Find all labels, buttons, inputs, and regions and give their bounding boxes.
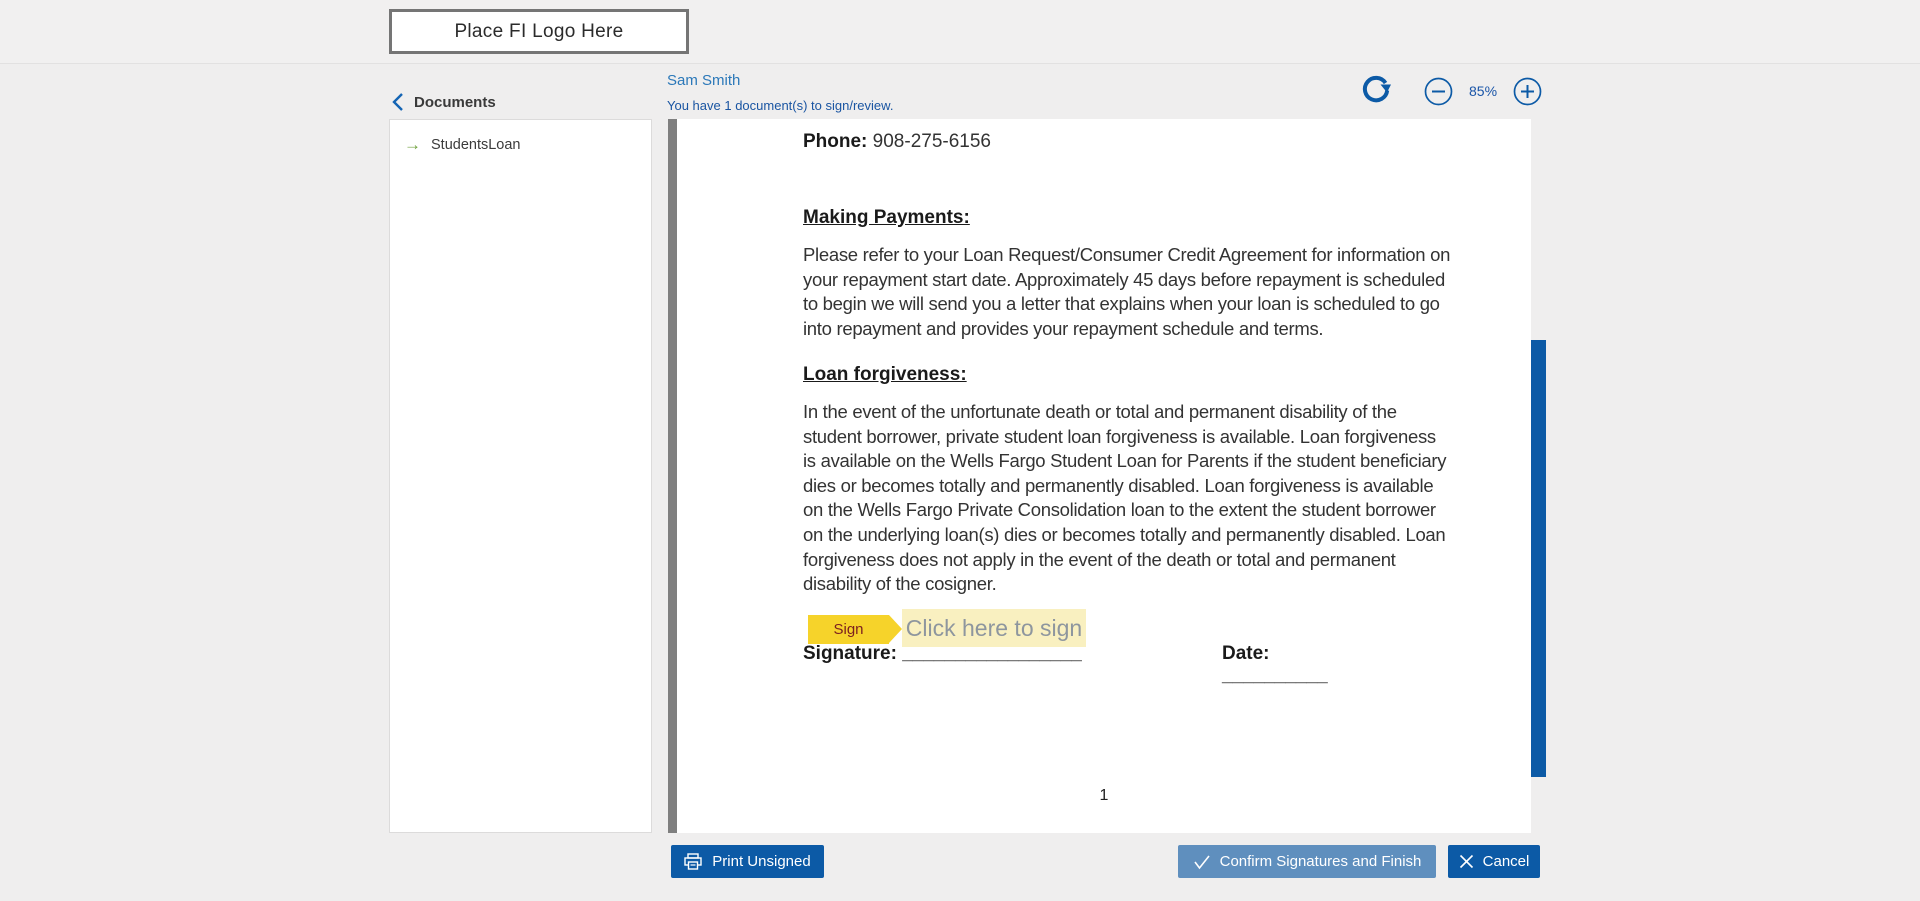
back-chevron-icon[interactable] <box>391 92 404 112</box>
document-page <box>677 119 1531 833</box>
print-unsigned-button[interactable] <box>671 845 824 878</box>
arrow-right-icon: → <box>404 135 421 154</box>
document-left-scrollbar[interactable] <box>668 119 677 833</box>
top-bar <box>0 0 1920 64</box>
loan-forgiveness-paragraph: In the event of the unfortunate death or total and permanent disability of the student borrower, private student loan forgiveness is available. Loan forgiveness is available on the Wells Fargo Student Loan for Parents if the student beneficiary dies or becomes totally and permanently disabled. Loan forgiveness is available on the Wells Fargo Private Consolidation loan to the extent the student borrower on the underlying loan(s) dies or becomes totally and permanently disabled. Loan forgiveness does not apply in the event of the death or total and permanent disability of the cosigner. <box>803 401 1447 595</box>
documents-label: Documents <box>414 93 496 111</box>
loan-forgiveness-heading: Loan forgiveness: <box>803 364 967 385</box>
viewer-controls <box>1360 74 1542 108</box>
phone-label: Phone: <box>803 131 868 152</box>
fi-logo-placeholder <box>389 9 689 54</box>
print-unsigned-label: Print Unsigned <box>712 853 811 870</box>
click-here-to-sign-field[interactable]: Click here to sign <box>902 609 1086 647</box>
printer-icon <box>684 853 703 870</box>
close-icon <box>1459 854 1474 869</box>
signature-line: _________________ <box>902 643 1082 664</box>
signature-row <box>803 643 1328 686</box>
sign-tab[interactable]: Sign <box>808 615 889 644</box>
minus-icon <box>1424 77 1453 106</box>
cancel-label: Cancel <box>1482 853 1530 870</box>
zoom-level: 85% <box>1469 83 1498 99</box>
refresh-icon <box>1360 74 1392 108</box>
making-payments-heading: Making Payments: <box>803 207 970 228</box>
documents-panel <box>389 119 652 833</box>
date-label: Date: <box>1222 643 1270 664</box>
documents-header <box>391 92 496 112</box>
confirm-signatures-button[interactable] <box>1178 845 1436 878</box>
cancel-button[interactable] <box>1448 845 1540 878</box>
document-right-scrollbar[interactable] <box>1531 340 1546 777</box>
phone-number: 908-275-6156 <box>867 131 991 152</box>
refresh-button[interactable] <box>1360 74 1392 108</box>
user-block <box>667 72 893 113</box>
document-name: StudentsLoan <box>431 136 521 153</box>
phone-line <box>803 131 991 153</box>
zoom-out-button[interactable] <box>1424 77 1453 106</box>
page-number: 1 <box>1099 787 1109 804</box>
making-payments-paragraph: Please refer to your Loan Request/Consumer Credit Agreement for information on your repayment start date. Approximately 45 days before repayment is scheduled to begin we will send you a letter that explains when your loan is scheduled to go into repayment and provides your repayment schedule and terms. <box>803 244 1451 339</box>
date-line: __________ <box>1222 665 1328 686</box>
plus-icon <box>1513 77 1542 106</box>
sidebar-item-studentsloan[interactable] <box>390 120 651 153</box>
confirm-signatures-label: Confirm Signatures and Finish <box>1219 853 1422 870</box>
signature-label: Signature: <box>803 643 903 664</box>
check-icon <box>1193 854 1211 870</box>
user-name: Sam Smith <box>667 72 741 89</box>
documents-to-sign-message: You have 1 document(s) to sign/review. <box>667 98 894 113</box>
zoom-in-button[interactable] <box>1513 77 1542 106</box>
fi-logo-text: Place FI Logo Here <box>454 20 624 42</box>
